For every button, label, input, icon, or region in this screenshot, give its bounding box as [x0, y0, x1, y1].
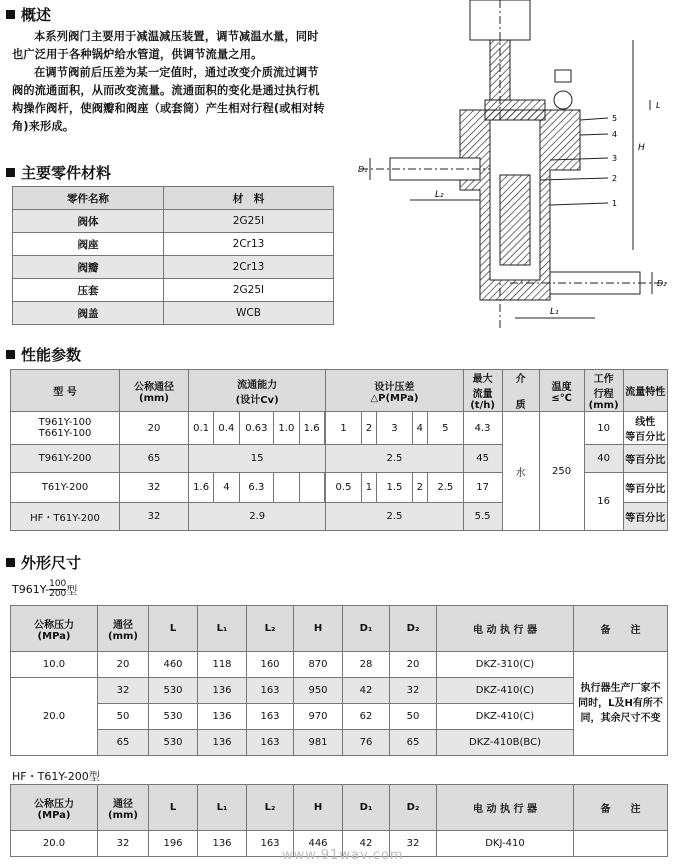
svg-text:L: L	[656, 101, 661, 110]
table-row: 20.0 32 196 136 163 446 42 32 DKJ-410	[11, 831, 668, 857]
svg-text:2: 2	[612, 174, 618, 183]
performance-title: 性能参数	[6, 344, 81, 365]
valve-section-diagram	[350, 0, 680, 345]
performance-table: 型 号 公称通径 (mm) 流通能力 (设计Cv) 设计压差 △P(MPa) 最大 流量 (t/h) 介 质 温度 ≤℃ 工作 行程 (mm) 流量特性 T961Y-100 T661Y-100 20 0.1 0.4 0.63 1.0 1.6 1 2 3 4 5 4.3 水 250 10 线性 等百分比 T961Y-200 65 15 2.5 45 40 等百分比 T61Y-200 32 1.6 4 6.3 0.5 1 1.5 2 2.5 17 16 等百分比 HF・T61Y-200 32 2.9 2.5 5.5 等百分比	[10, 369, 668, 531]
table-row: T961Y-100 T661Y-100 20 0.1 0.4 0.63 1.0 1.6 1 2 3 4 5 4.3 水 250 10 线性 等百分比	[11, 412, 668, 445]
table-row: 65 530 136 163 981 76 65 DKZ-410B(BC)	[11, 730, 668, 756]
dims-table-2: 公称压力 (MPa) 通径 (mm) L L₁ L₂ H D₁ D₂ 电 动 执 行 器 备 注 20.0 32 196 136 163 446 42 32 DKJ-410	[10, 784, 668, 857]
overview-text: 本系列阀门主要用于减温减压装置，调节减温水量，同时也广泛用于各种锅炉给水管道，供调节流量之用。 在调节阀前后压差为某一定值时，通过改变介质流过调节阀的流通面积，从而改变流量。流通面积的变化是通过执行机构操作阀杆，使阀瓣和阀座（或套筒）产生相对行程(或相对转角)来形成。	[12, 30, 325, 133]
svg-text:D₂: D₂	[657, 279, 667, 288]
overview-title: 概述	[6, 4, 51, 25]
table-row: 20.0 32 530 136 163 950 42 32 DKZ-410(C)	[11, 678, 668, 704]
table-row: T961Y-200 65 15 2.5 45 40 等百分比	[11, 445, 668, 473]
svg-text:D₁: D₁	[358, 165, 368, 174]
dims-table-1: 公称压力 (MPa) 通径 (mm) L L₁ L₂ H D₁ D₂ 电 动 执 行 器 备 注 10.0 20 460 118 160 870 28 20 DKZ-310(C) 执行器生产厂家不 同时，L及H有所不 同，其余尺寸不变 20.0 32 530 136 163 950 42 32 DKZ-410(C) 50 530 136 163 970 62 50 DKZ-410(C) 65 530 136 163 981 76 65 DKZ-410B(BC)	[10, 605, 668, 756]
table-row: HF・T61Y-200 32 2.9 2.5 5.5 等百分比	[11, 503, 668, 531]
svg-text:L₂: L₂	[435, 190, 444, 200]
svg-text:H: H	[638, 143, 645, 153]
svg-text:5: 5	[612, 114, 618, 123]
table-row: 压套 2G25I	[13, 279, 334, 302]
table-row: T61Y-200 32 1.6 4 6.3 0.5 1 1.5 2 2.5 17 16 等百分比	[11, 473, 668, 503]
table-row: 阀体 2G25I	[13, 210, 334, 233]
svg-text:L₁: L₁	[550, 307, 559, 317]
svg-text:3: 3	[612, 154, 618, 163]
table-row: 50 530 136 163 970 62 50 DKZ-410(C)	[11, 704, 668, 730]
table-row: 阀座 2Cr13	[13, 233, 334, 256]
model1-label: T961Y- 100 200 型	[12, 579, 78, 599]
table-row: 阀盖 WCB	[13, 302, 334, 325]
materials-table: 零件名称 材 料 阀体 2G25I 阀座 2Cr13 阀瓣 2Cr13 压套 2G25I 阀盖 WCB	[12, 186, 334, 325]
svg-text:4: 4	[612, 130, 618, 139]
materials-title: 主要零件材料	[6, 162, 111, 183]
svg-text:1: 1	[612, 199, 618, 208]
section-bullet-icon	[6, 350, 15, 359]
watermark: www.91wav.com	[282, 848, 404, 863]
model2-label: HF・T61Y-200型	[12, 770, 100, 783]
table-row: 10.0 20 460 118 160 870 28 20 DKZ-310(C) 执行器生产厂家不 同时，L及H有所不 同，其余尺寸不变	[11, 652, 668, 678]
table-row: 阀瓣 2Cr13	[13, 256, 334, 279]
section-bullet-icon	[6, 558, 15, 567]
section-bullet-icon	[6, 10, 15, 19]
section-bullet-icon	[6, 168, 15, 177]
dims-title: 外形尺寸	[6, 552, 81, 573]
